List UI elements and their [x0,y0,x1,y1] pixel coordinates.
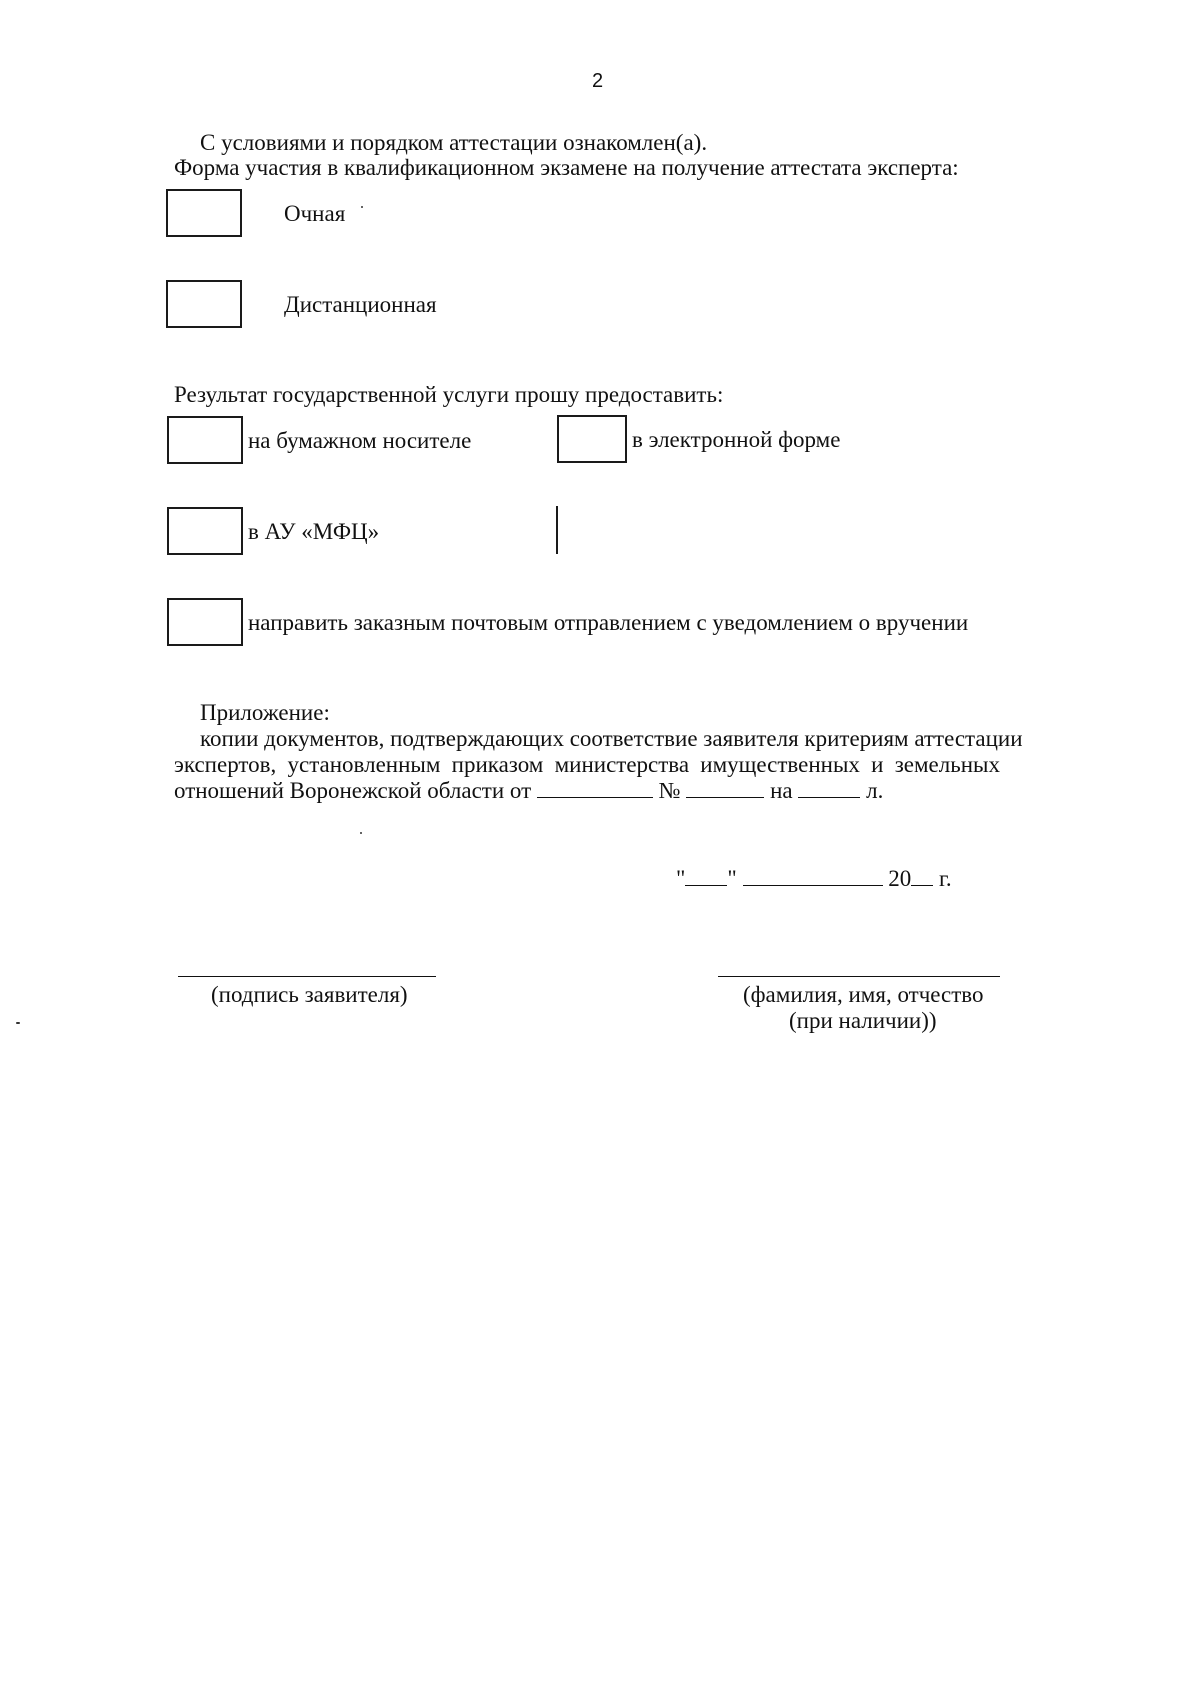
year-suffix: г. [939,866,952,891]
number-sign: № [658,778,681,803]
order-date-blank[interactable] [537,779,653,798]
scan-speck [360,832,362,834]
intro-line-1: С условиями и порядком аттестации ознакомлен(а). [200,130,708,155]
scan-speck [16,1022,20,1024]
appendix-heading: Приложение: [200,700,330,725]
sheets-abbr: л. [866,778,884,803]
appendix-line-1: копии документов, подтверждающих соответствие заявителя критериям аттестации [200,726,1023,751]
checkbox-mail[interactable] [167,598,243,646]
checkbox-remote[interactable] [166,280,242,328]
signature-caption: (подпись заявителя) [211,982,408,1007]
month-blank[interactable] [743,867,883,886]
option-mfc-label: в АУ «МФЦ» [248,519,380,544]
checkbox-paper[interactable] [167,416,243,464]
checkbox-in-person[interactable] [166,189,242,237]
full-name-caption-line-1: (фамилия, имя, отчество [743,982,984,1007]
date-quote-close: " [727,866,737,891]
on-word: на [770,778,793,803]
day-blank[interactable] [685,867,727,886]
intro-line-2: Форма участия в квалификационном экзамене на получение аттестата эксперта: [174,155,959,180]
option-mail-label: направить заказным почтовым отправлением с уведомлением о вручении [248,610,969,635]
appendix-line-3-prefix: отношений Воронежской области от [174,778,532,803]
option-remote-label: Дистанционная [284,292,437,317]
year-blank[interactable] [911,867,933,886]
date-line [676,866,952,892]
sheets-count-blank[interactable] [798,779,860,798]
year-prefix: 20 [888,866,912,891]
full-name-line[interactable] [718,976,1000,977]
page-number: 2 [592,70,604,92]
option-electronic-label: в электронной форме [632,427,841,452]
checkbox-mfc[interactable] [167,507,243,555]
checkbox-electronic[interactable] [557,415,627,463]
option-paper-label: на бумажном носителе [248,428,472,453]
result-heading: Результат государственной услуги прошу предоставить: [174,382,724,407]
date-quote-open: " [676,866,686,891]
order-number-blank[interactable] [686,779,764,798]
option-in-person-label: Очная [284,201,346,226]
full-name-caption-line-2: (при наличии)) [789,1008,937,1033]
appendix-line-3 [174,778,883,804]
appendix-line-2: экспертов, установленным приказом министерства имущественных и земельных [174,752,1000,777]
empty-box-edge [556,506,558,554]
signature-line[interactable] [178,976,436,977]
scan-speck [361,206,363,208]
